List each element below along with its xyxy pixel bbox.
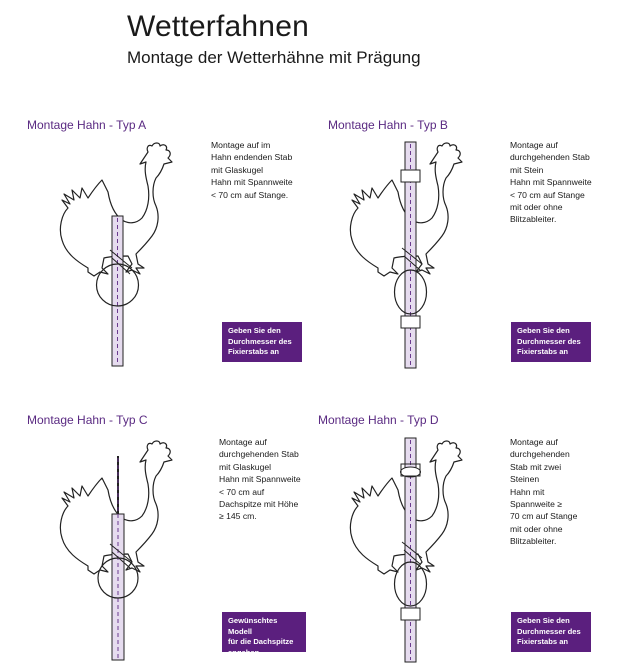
rooster-type-d-illustration: [330, 438, 490, 663]
section-b-note: Geben Sie den Durchmesser des Fixierstabs an: [511, 322, 591, 362]
section-b-title: Montage Hahn - Typ B: [328, 118, 448, 132]
page-title: Wetterfahnen: [127, 10, 309, 43]
section-a-title: Montage Hahn - Typ A: [27, 118, 147, 132]
page-subtitle: Montage der Wetterhähne mit Prägung: [127, 48, 421, 67]
lower-sleeve: [401, 608, 420, 620]
section-d-title: Montage Hahn - Typ D: [318, 413, 439, 427]
rooster-type-c-illustration: [40, 438, 200, 663]
section-d-description: Montage auf durchgehenden Stab mit zwei Steinen Hahn mit Spannweite ≥ 70 cm auf Stange mit oder ohne Blitzableiter.: [510, 437, 578, 547]
section-b-description: Montage auf durchgehenden Stab mit Stein Hahn mit Spannweite < 70 cm auf Stange mit oder ohne Blitzableiter.: [510, 140, 592, 225]
rooster-type-b-illustration: [330, 140, 490, 370]
section-c-note: Gewünschtes Modell für die Dachspitze angeben.: [222, 612, 306, 652]
rooster-type-a-illustration: [40, 140, 200, 370]
section-a-note: Geben Sie den Durchmesser des Fixierstabs an: [222, 322, 302, 362]
section-c-title: Montage Hahn - Typ C: [27, 413, 148, 427]
section-a-description: Montage auf im Hahn endenden Stab mit Glaskugel Hahn mit Spannweite < 70 cm auf Stange.: [211, 140, 293, 200]
lower-sleeve: [401, 316, 420, 328]
section-c-description: Montage auf durchgehenden Stab mit Glaskugel Hahn mit Spannweite < 70 cm auf Dachspitze mit Höhe ≥ 145 cm.: [219, 437, 301, 522]
section-d-note: Geben Sie den Durchmesser des Fixierstabs an: [511, 612, 591, 652]
upper-sleeve: [401, 170, 420, 182]
